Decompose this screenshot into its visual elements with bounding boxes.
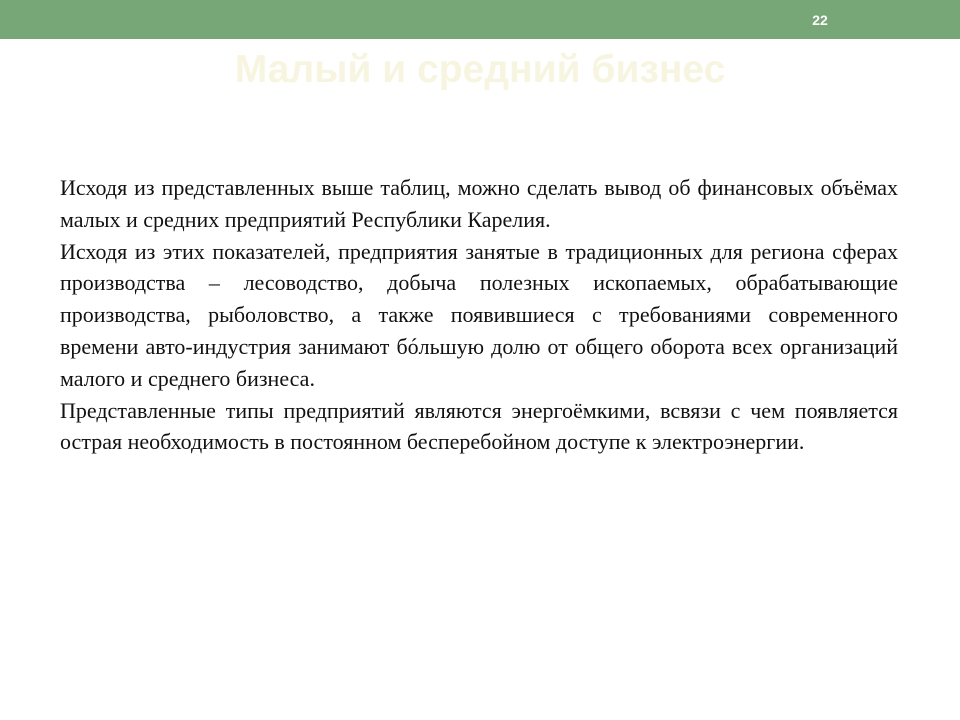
- paragraph-1: Исходя из представленных выше таблиц, можно сделать вывод об финансовых объёмах малых и средних предприятий Республики Карелия.: [60, 175, 898, 232]
- slide-number: 22: [812, 12, 828, 28]
- slide-title: Малый и средний бизнес: [234, 48, 726, 91]
- slide-body: [60, 172, 898, 458]
- paragraph-2: Исходя из этих показателей, предприятия занятые в традиционных для региона сферах производства – лесоводство, добыча полезных ископаемых, обрабатывающие производства, рыболовство, а также появившиеся с требованиями современного времени авто-индустрия занимают бóльшую долю от общего оборота всех организаций малого и среднего бизнеса.: [60, 238, 898, 391]
- top-bar: [0, 0, 960, 39]
- paragraph-3: Представленные типы предприятий являются энергоёмкими, всвязи с чем появляется острая необходимость в постоянном бесперебойном доступе к электроэнергии.: [60, 397, 898, 455]
